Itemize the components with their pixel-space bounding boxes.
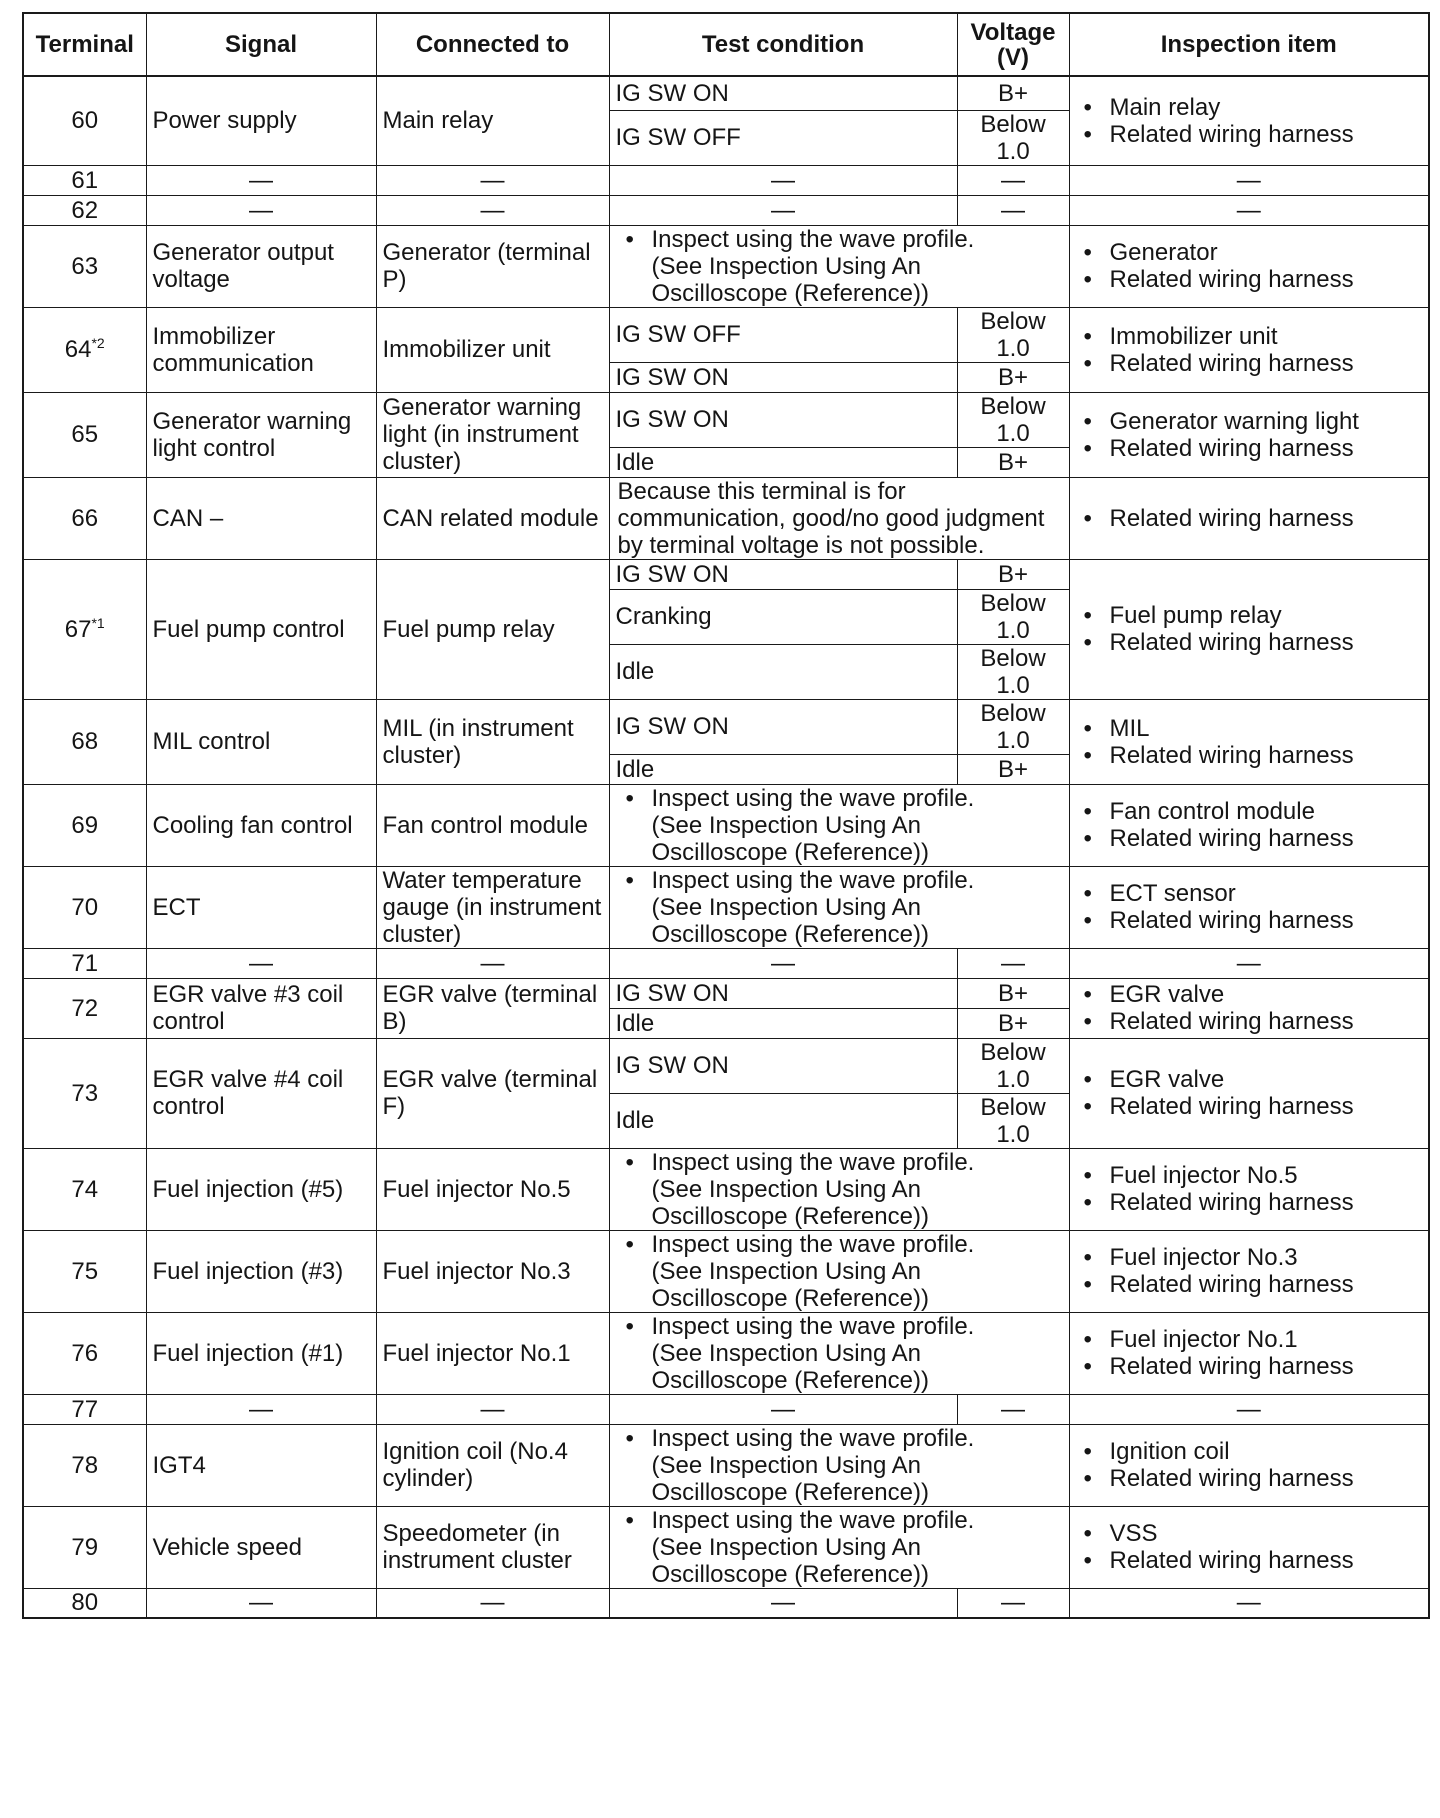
test-note-bullet: • Inspect using the wave profile. [618,1231,1063,1258]
inspection-item: • Related wiring harness [1076,1093,1423,1120]
signal-cell: Fuel injection (#3) [146,1230,376,1312]
terminal-number: 72 [71,994,99,1022]
inspection-cell [1069,76,1429,165]
test-note-list [618,1313,1063,1340]
signal-cell: Vehicle speed [146,1506,376,1588]
test-note-list [618,785,1063,812]
inspection-cell [1069,225,1429,307]
condition-cell: — [609,195,957,225]
condition-cell: IG SW ON [609,392,957,447]
condition-cell: IG SW OFF [609,110,957,165]
test-note-bullet: • Inspect using the wave profile. [618,1313,1063,1340]
inspection-item: • Related wiring harness [1076,1271,1423,1298]
inspection-list [1076,1244,1423,1298]
voltage-cell: B+ [957,1008,1069,1038]
table-row [23,307,1429,362]
table-row [23,1588,1429,1618]
inspection-cell [1069,1312,1429,1394]
test-note-list [618,226,1063,253]
connected-cell: Fan control module [376,784,609,866]
condition-cell: Idle [609,754,957,784]
signal-cell: Fuel injection (#5) [146,1148,376,1230]
condition-cell: IG SW ON [609,559,957,589]
inspection-list [1076,323,1423,377]
voltage-cell: Below 1.0 [957,699,1069,754]
inspection-list [1076,981,1423,1035]
test-note-bullet: • Inspect using the wave profile. [618,1507,1063,1534]
table-row [23,392,1429,447]
voltage-cell: B+ [957,754,1069,784]
test-note-cell [609,1424,1069,1506]
connected-cell: Immobilizer unit [376,307,609,392]
voltage-cell: — [957,195,1069,225]
inspection-cell [1069,866,1429,948]
terminal-number: 75 [71,1257,99,1285]
table-row [23,225,1429,307]
signal-cell: Generator warning light control [146,392,376,477]
terminal-number: 62 [71,196,99,224]
inspection-item: • Related wiring harness [1076,629,1423,656]
connected-cell: Water temperature gauge (in instrument cluster) [376,866,609,948]
table-row [23,1312,1429,1394]
signal-cell: — [146,165,376,195]
inspection-item: • Related wiring harness [1076,1189,1423,1216]
signal-cell: — [146,1588,376,1618]
test-note-cell [609,225,1069,307]
table-row [23,165,1429,195]
connected-cell: EGR valve (terminal B) [376,978,609,1038]
condition-cell: IG SW ON [609,978,957,1008]
inspection-item: • Related wiring harness [1076,435,1423,462]
inspection-cell [1069,699,1429,784]
table-row [23,559,1429,589]
inspection-item: • Fuel pump relay [1076,602,1423,629]
test-note-bullet: • Inspect using the wave profile. [618,226,1063,253]
table-row [23,195,1429,225]
terminal-number: 64 [64,336,92,363]
inspection-cell: — [1069,948,1429,978]
connected-cell: Generator (terminal P) [376,225,609,307]
inspection-list [1076,505,1423,532]
connected-cell: Ignition coil (No.4 cylinder) [376,1424,609,1506]
test-note-cell [609,784,1069,866]
inspection-list [1076,602,1423,656]
inspection-item: • Related wiring harness [1076,742,1423,769]
inspection-list [1076,880,1423,934]
terminal-cell [23,1312,146,1394]
test-note-list [618,1507,1063,1534]
inspection-cell [1069,559,1429,699]
signal-cell: EGR valve #3 coil control [146,978,376,1038]
inspection-item: • Related wiring harness [1076,505,1423,532]
table-row [23,1424,1429,1506]
inspection-list [1076,715,1423,769]
inspection-item: • ECT sensor [1076,880,1423,907]
connected-cell: Speedometer (in instrument cluster [376,1506,609,1588]
inspection-item: • Related wiring harness [1076,121,1423,148]
signal-cell: Fuel injection (#1) [146,1312,376,1394]
terminal-table [22,12,1430,1619]
table-row [23,1506,1429,1588]
inspection-cell [1069,1038,1429,1148]
inspection-item: • Immobilizer unit [1076,323,1423,350]
terminal-cell [23,165,146,195]
voltage-cell: Below 1.0 [957,307,1069,362]
test-note-list [618,867,1063,894]
voltage-cell: — [957,165,1069,195]
terminal-cell [23,392,146,477]
signal-cell: CAN – [146,477,376,559]
table-row [23,1038,1429,1093]
terminal-footnote-mark: *2 [91,335,105,351]
table-row [23,1394,1429,1424]
connected-cell: Fuel injector No.3 [376,1230,609,1312]
terminal-cell [23,1394,146,1424]
test-note-body: (See Inspection Using An Oscilloscope (Reference)) [651,1339,929,1394]
terminal-number: 73 [71,1079,99,1107]
inspection-item: • Fuel injector No.3 [1076,1244,1423,1271]
table-row [23,477,1429,559]
inspection-item: • Related wiring harness [1076,1008,1423,1035]
connected-cell: — [376,1588,609,1618]
inspection-item: • Fuel injector No.1 [1076,1326,1423,1353]
terminal-number: 68 [71,728,99,755]
header-test-condition: Test condition [609,13,957,76]
test-note-body: (See Inspection Using An Oscilloscope (Reference)) [651,1533,929,1588]
voltage-cell: — [957,1394,1069,1424]
condition-cell: IG SW ON [609,699,957,754]
table-row [23,1230,1429,1312]
signal-cell: EGR valve #4 coil control [146,1038,376,1148]
terminal-number: 78 [71,1451,99,1479]
signal-cell: Fuel pump control [146,559,376,699]
voltage-cell: B+ [957,362,1069,392]
terminal-footnote-mark: *1 [91,614,105,631]
terminal-cell [23,866,146,948]
header-voltage: Voltage (V) [957,13,1069,76]
inspection-cell: — [1069,165,1429,195]
test-note-list [618,1149,1063,1176]
inspection-item: • EGR valve [1076,1066,1423,1093]
test-note-cell [609,1148,1069,1230]
inspection-item: • Related wiring harness [1076,350,1423,377]
terminal-cell [23,477,146,559]
table-row [23,1148,1429,1230]
header-signal: Signal [146,13,376,76]
terminal-cell [23,1230,146,1312]
voltage-cell: Below 1.0 [957,1093,1069,1148]
terminal-cell [23,1424,146,1506]
signal-cell: IGT4 [146,1424,376,1506]
signal-cell: — [146,1394,376,1424]
terminal-cell [23,1148,146,1230]
connected-cell: MIL (in instrument cluster) [376,699,609,784]
signal-cell: — [146,948,376,978]
test-note-body: (See Inspection Using An Oscilloscope (Reference)) [651,252,929,307]
signal-cell: Power supply [146,76,376,165]
inspection-cell [1069,307,1429,392]
inspection-cell [1069,978,1429,1038]
test-note-list [618,1425,1063,1452]
inspection-item: • Fan control module [1076,798,1423,825]
terminal-number: 65 [71,421,99,448]
terminal-number: 80 [71,1589,99,1617]
test-note-list [618,1231,1063,1258]
condition-cell: — [609,1588,957,1618]
inspection-list [1076,94,1423,148]
terminal-number: 61 [71,166,99,194]
inspection-item: • Related wiring harness [1076,1353,1423,1380]
terminal-number: 63 [71,252,99,280]
inspection-item: • Generator warning light [1076,408,1423,435]
condition-cell: IG SW ON [609,362,957,392]
inspection-item: • Related wiring harness [1076,1547,1423,1574]
terminal-number: 66 [71,504,99,532]
inspection-item: • MIL [1076,715,1423,742]
inspection-item: • Related wiring harness [1076,825,1423,852]
inspection-cell [1069,477,1429,559]
terminal-cell [23,559,146,699]
voltage-cell: — [957,1588,1069,1618]
test-note-cell [609,1312,1069,1394]
test-note-body: (See Inspection Using An Oscilloscope (Reference)) [651,1257,929,1312]
signal-cell: Generator output voltage [146,225,376,307]
inspection-list [1076,408,1423,462]
inspection-list [1076,1326,1423,1380]
signal-cell: — [146,195,376,225]
voltage-cell: Below 1.0 [957,589,1069,644]
terminal-cell [23,1038,146,1148]
condition-cell: Idle [609,447,957,477]
condition-cell: IG SW OFF [609,307,957,362]
inspection-cell [1069,1148,1429,1230]
condition-cell: — [609,1394,957,1424]
connected-cell: EGR valve (terminal F) [376,1038,609,1148]
connected-cell: — [376,165,609,195]
terminal-inspection-sheet [22,12,1428,1619]
connected-cell: Main relay [376,76,609,165]
inspection-item: • Ignition coil [1076,1438,1423,1465]
table-row [23,76,1429,110]
terminal-number: 77 [71,1395,99,1423]
voltage-cell: Below 1.0 [957,1038,1069,1093]
connected-cell: — [376,195,609,225]
inspection-cell: — [1069,1588,1429,1618]
terminal-cell [23,307,146,392]
inspection-cell: — [1069,1394,1429,1424]
header-connected-to: Connected to [376,13,609,76]
test-note-bullet: • Inspect using the wave profile. [618,785,1063,812]
terminal-number: 76 [71,1339,99,1367]
connected-cell: — [376,1394,609,1424]
table-row [23,784,1429,866]
signal-cell: Cooling fan control [146,784,376,866]
terminal-cell [23,978,146,1038]
test-note-bullet: • Inspect using the wave profile. [618,867,1063,894]
voltage-cell: Below 1.0 [957,644,1069,699]
voltage-cell: Below 1.0 [957,110,1069,165]
inspection-cell [1069,1230,1429,1312]
table-body [23,76,1429,1618]
inspection-cell [1069,1424,1429,1506]
test-note-body: (See Inspection Using An Oscilloscope (Reference)) [651,1175,929,1230]
inspection-item: • Fuel injector No.5 [1076,1162,1423,1189]
table-row [23,866,1429,948]
terminal-cell [23,195,146,225]
voltage-cell: Below 1.0 [957,392,1069,447]
condition-cell: Idle [609,1008,957,1038]
inspection-cell [1069,784,1429,866]
inspection-item: • EGR valve [1076,981,1423,1008]
condition-cell: — [609,165,957,195]
inspection-list [1076,798,1423,852]
inspection-item: • Related wiring harness [1076,266,1423,293]
inspection-list [1076,1162,1423,1216]
signal-cell: MIL control [146,699,376,784]
signal-cell: ECT [146,866,376,948]
test-text-cell: Because this terminal is for communication, good/no good judgment by terminal voltage is not possible. [609,477,1069,559]
terminal-number: 60 [71,107,99,135]
connected-cell: CAN related module [376,477,609,559]
header-terminal: Terminal [23,13,146,76]
test-note-cell [609,1230,1069,1312]
inspection-list [1076,1438,1423,1492]
connected-cell: Fuel injector No.5 [376,1148,609,1230]
terminal-number: 79 [71,1533,99,1561]
terminal-number: 70 [71,893,99,921]
table-row [23,948,1429,978]
inspection-item: • Related wiring harness [1076,907,1423,934]
inspection-cell [1069,1506,1429,1588]
terminal-cell [23,699,146,784]
connected-cell: Fuel pump relay [376,559,609,699]
table-row [23,699,1429,754]
test-note-body: (See Inspection Using An Oscilloscope (Reference)) [651,893,929,948]
condition-cell: Cranking [609,589,957,644]
connected-cell: — [376,948,609,978]
inspection-list [1076,239,1423,293]
terminal-cell [23,1506,146,1588]
table-row [23,978,1429,1008]
header-row [23,13,1429,76]
inspection-item: • Related wiring harness [1076,1465,1423,1492]
test-note-body: (See Inspection Using An Oscilloscope (Reference)) [651,1451,929,1506]
terminal-number: 71 [71,949,99,977]
test-note-cell [609,866,1069,948]
terminal-cell [23,225,146,307]
voltage-cell: B+ [957,559,1069,589]
terminal-number: 67 [64,615,92,643]
terminal-cell [23,76,146,165]
test-note-cell [609,1506,1069,1588]
inspection-item: • Main relay [1076,94,1423,121]
connected-cell: Fuel injector No.1 [376,1312,609,1394]
condition-cell: Idle [609,1093,957,1148]
inspection-item: • VSS [1076,1520,1423,1547]
condition-cell: — [609,948,957,978]
terminal-number: 69 [71,811,99,839]
terminal-number: 74 [71,1175,99,1203]
terminal-cell [23,948,146,978]
terminal-cell [23,784,146,866]
condition-cell: IG SW ON [609,1038,957,1093]
connected-cell: Generator warning light (in instrument cluster) [376,392,609,477]
condition-cell: IG SW ON [609,76,957,110]
inspection-cell [1069,392,1429,477]
inspection-cell: — [1069,195,1429,225]
voltage-cell: B+ [957,447,1069,477]
voltage-cell: — [957,948,1069,978]
terminal-cell [23,1588,146,1618]
voltage-cell: B+ [957,76,1069,110]
test-note-bullet: • Inspect using the wave profile. [618,1425,1063,1452]
inspection-list [1076,1066,1423,1120]
test-note-bullet: • Inspect using the wave profile. [618,1149,1063,1176]
inspection-item: • Generator [1076,239,1423,266]
signal-cell: Immobilizer communication [146,307,376,392]
condition-cell: Idle [609,644,957,699]
header-inspection-item: Inspection item [1069,13,1429,76]
test-note-body: (See Inspection Using An Oscilloscope (Reference)) [651,811,929,866]
inspection-list [1076,1520,1423,1574]
voltage-cell: B+ [957,978,1069,1008]
